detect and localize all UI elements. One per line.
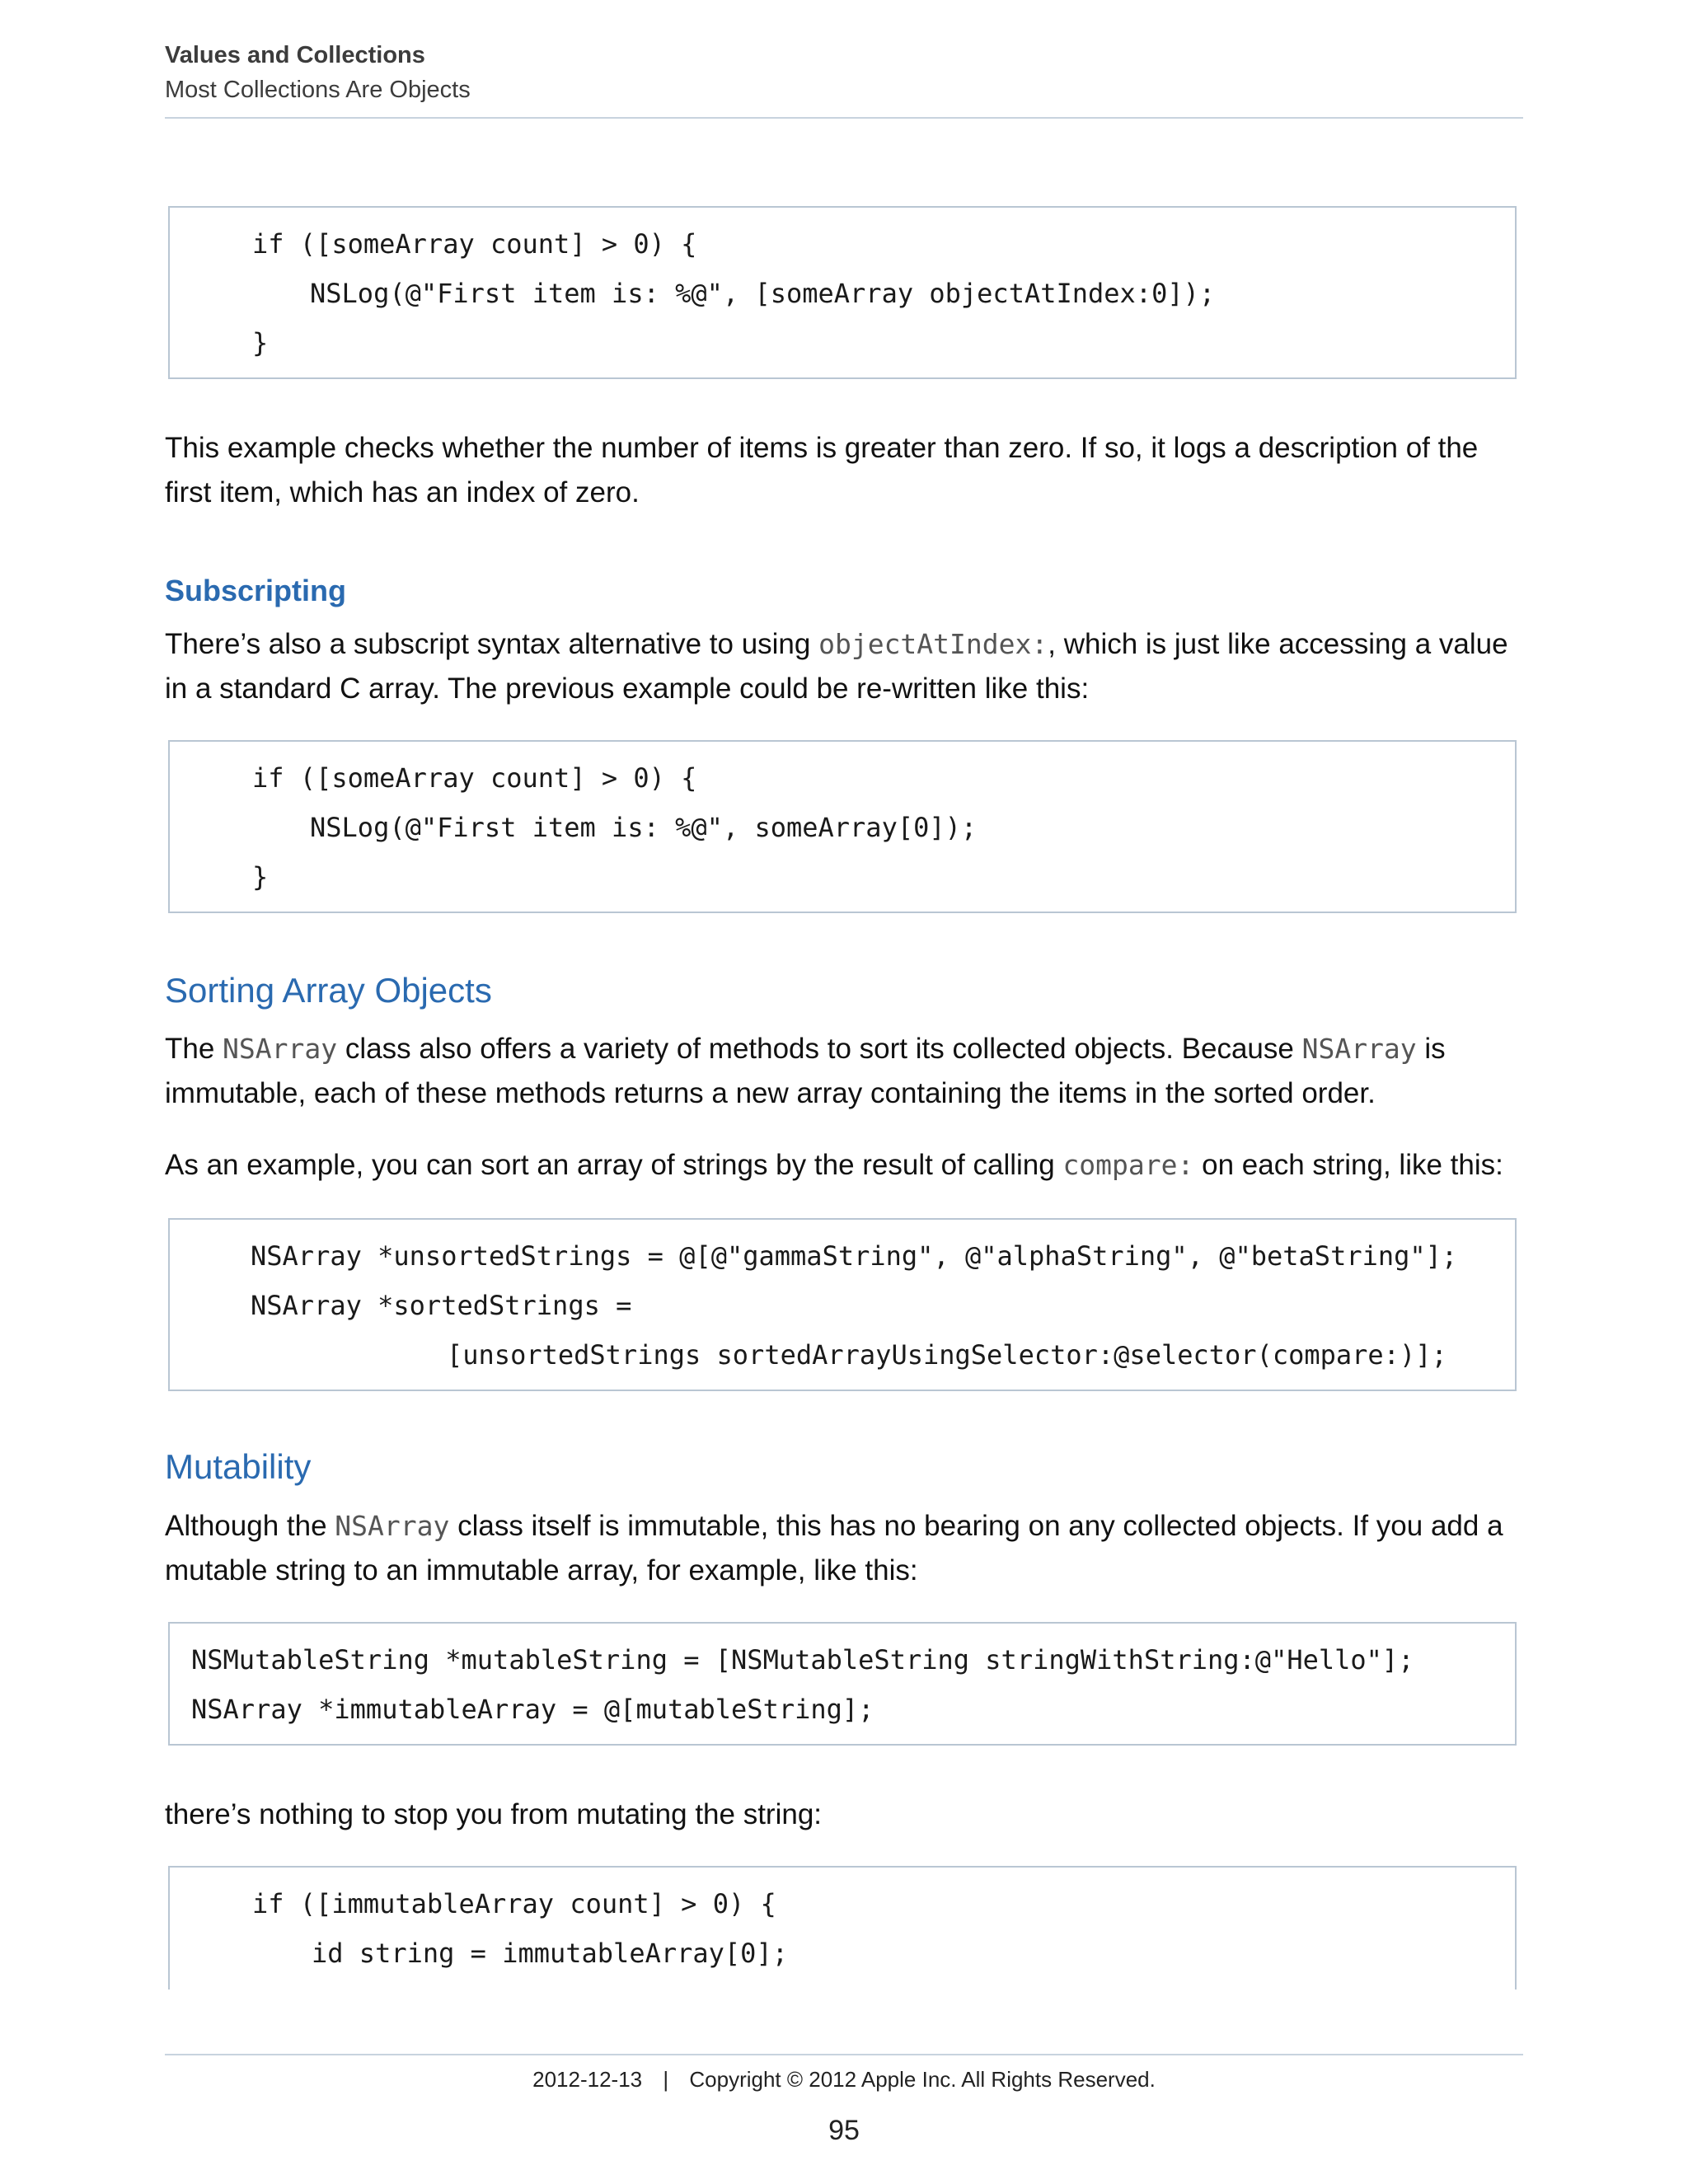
code-line: } — [252, 327, 269, 359]
sorting-paragraph-2 — [165, 1143, 1525, 1188]
footer-separator: | — [663, 2067, 669, 2092]
text-fragment: class also offers a variety of methods to sort its collected objects. Because — [337, 1033, 1302, 1065]
footer-date: 2012-12-13 — [532, 2067, 643, 2092]
code-block-4 — [168, 1622, 1517, 1746]
footer-divider — [165, 2054, 1523, 2055]
text-fragment: The — [165, 1033, 223, 1065]
code-line: if ([someArray count] > 0) { — [252, 762, 697, 794]
footer-line — [0, 2067, 1688, 2093]
text-fragment: Although the — [165, 1510, 335, 1542]
page-number: 95 — [828, 2115, 860, 2146]
subscripting-paragraph — [165, 622, 1525, 711]
code-line: } — [252, 861, 269, 893]
inline-code: NSArray — [1301, 1033, 1417, 1065]
code-block-2 — [168, 740, 1517, 913]
code-line: NSArray *unsortedStrings = @[@"gammaString", @"alphaString", @"betaString"]; — [251, 1240, 1458, 1272]
code-line: [unsortedStrings sortedArrayUsingSelector:@selector(compare:)]; — [447, 1339, 1447, 1371]
text-fragment: is immutable, each of these methods returns a new array containing the items in the sorted order. — [165, 1033, 1446, 1109]
sorting-paragraph-1 — [165, 1027, 1525, 1116]
code-line: NSArray *immutableArray = @[mutableString]; — [191, 1694, 874, 1725]
mutability-paragraph-1 — [165, 1504, 1525, 1593]
subscripting-heading: Subscripting — [165, 574, 347, 607]
code-line: if ([immutableArray count] > 0) { — [252, 1888, 776, 1919]
text-fragment: As an example, you can sort an array of strings by the result of calling — [165, 1149, 1063, 1181]
code-line: NSArray *sortedStrings = — [251, 1290, 632, 1321]
code-block-1 — [168, 206, 1517, 379]
inline-code: NSArray — [335, 1510, 450, 1542]
text-fragment: , which is just like accessing a value in a standard C array. The previous example could be re-written like this: — [165, 628, 1508, 705]
mutability-heading: Mutability — [165, 1447, 312, 1486]
code-line: NSMutableString *mutableString = [NSMutableString stringWithString:@"Hello"]; — [191, 1644, 1414, 1675]
text-fragment: There’s also a subscript syntax alternative to using — [165, 628, 819, 660]
inline-code: NSArray — [223, 1033, 338, 1065]
mutability-paragraph-2: there’s nothing to stop you from mutating the string: — [165, 1798, 823, 1830]
paragraph-count-example: This example checks whether the number of items is greater than zero. If so, it logs a description of the first item, which has an index of zero. — [165, 432, 1479, 509]
inline-code: compare: — [1062, 1149, 1194, 1181]
inline-code: objectAtIndex: — [818, 628, 1048, 660]
text-fragment: class itself is immutable, this has no bearing on any collected objects. If you add a mutable string to an immutable array, for example, like this: — [165, 1510, 1503, 1586]
code-block-5 — [168, 1866, 1517, 1990]
chapter-title: Values and Collections — [165, 42, 425, 68]
text-fragment: on each string, like this: — [1193, 1149, 1503, 1181]
code-block-3 — [168, 1218, 1517, 1391]
footer-copyright: Copyright © 2012 Apple Inc. All Rights Reserved. — [689, 2067, 1156, 2092]
code-line: NSLog(@"First item is: %@", [someArray objectAtIndex:0]); — [310, 278, 1216, 309]
code-line: id string = immutableArray[0]; — [312, 1938, 788, 1969]
sorting-heading: Sorting Array Objects — [165, 971, 492, 1010]
code-line: if ([someArray count] > 0) { — [252, 228, 697, 260]
code-line: NSLog(@"First item is: %@", someArray[0]); — [310, 812, 978, 843]
page-header — [165, 40, 1523, 119]
section-title: Most Collections Are Objects — [165, 77, 471, 103]
